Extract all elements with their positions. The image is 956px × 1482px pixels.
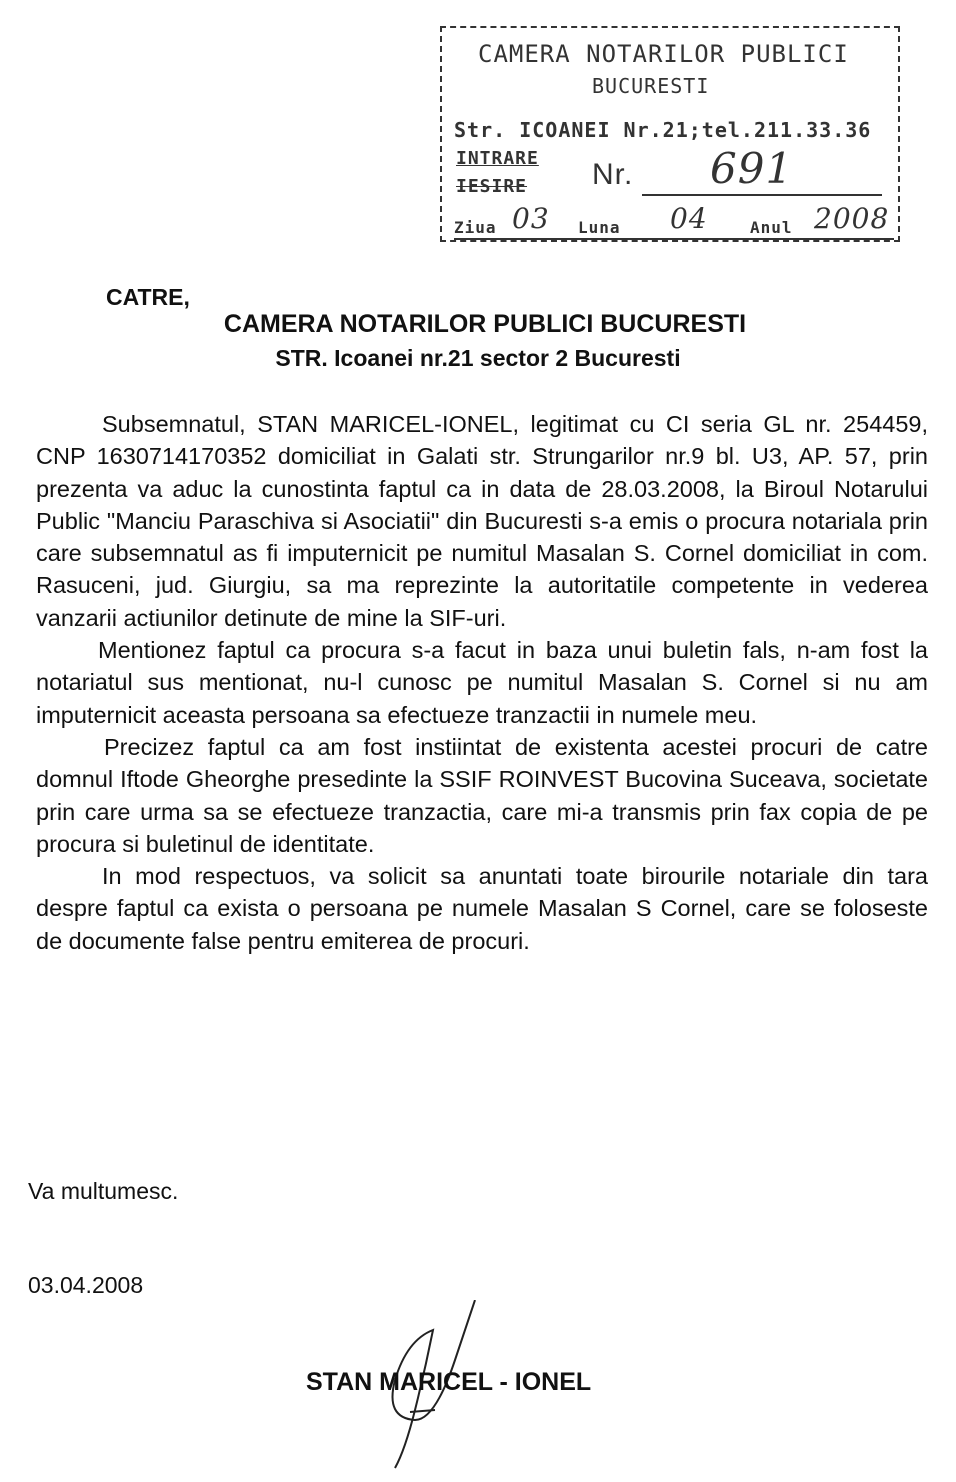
registry-stamp	[440, 26, 900, 242]
addressee-address: STR. Icoanei nr.21 sector 2 Bucuresti	[275, 345, 681, 371]
addressee-name: CAMERA NOTARILOR PUBLICI BUCURESTI	[223, 310, 747, 338]
stamp-nr-underline	[642, 194, 882, 196]
paragraph-1: Subsemnatul, STAN MARICEL-IONEL, legitimat cu CI seria GL nr. 254459, CNP 1630714170352 domiciliat in Galati str. Strungarilor nr.9 bl. U3, AP. 57, prin prezenta va aduc la cunostinta faptul ca in data de 28.03.2008, la Biroul Notarului Public "Manciu Paraschiva si Asociatii" din Bucuresti s-a emis o procura notariala prin care subsemnatul as fi imputernicit pe numitul Masalan S. Cornel domiciliat in com. Rasuceni, jud. Giurgiu, sa ma reprezinte la autoritatile competente in vederea vanzarii actiunilor detinute de mine la SIF-uri.	[36, 411, 928, 631]
paragraph-4: In mod respectuos, va solicit sa anuntati toate birourile notariale din tara despre faptul ca exista o persoana pe numele Masalan S Cornel, care se foloseste de documente false pentru emiterea de procuri.	[36, 863, 928, 954]
closing-thanks: Va multumesc.	[28, 1178, 179, 1204]
stamp-date-row	[454, 202, 894, 240]
letter-body	[36, 408, 928, 957]
stamp-intrare: INTRARE	[456, 148, 539, 169]
stamp-luna-value: 04	[670, 202, 708, 235]
stamp-anul-value: 2008	[814, 202, 890, 235]
stamp-iesire: IESIRE	[456, 176, 528, 197]
addressee-label: CATRE,	[106, 284, 190, 310]
stamp-nr-value: 691	[710, 144, 794, 193]
stamp-ziua-label: Ziua	[454, 218, 497, 237]
signatory-name: STAN MARICEL - IONEL	[306, 1368, 592, 1396]
stamp-anul-label: Anul	[750, 218, 793, 237]
paragraph-2: Mentionez faptul ca procura s-a facut in baza unui buletin fals, n-am fost la notariatul sus mentionat, nu-l cunosc pe numitul Masalan S. Cornel si nu am imputernicit aceasta persoana sa efectueze tranzactii in numele meu.	[36, 637, 928, 728]
letter-date: 03.04.2008	[28, 1272, 144, 1298]
paragraph-3: Precizez faptul ca am fost instiintat de existenta acestei procuri de catre domnul Iftode Gheorghe presedinte la SSIF ROINVEST Bucovina Suceava, societate prin care urma sa se efectueze tranzactia, care mi-a transmis prin fax copia de pe procura si buletinul de identitate.	[36, 733, 928, 857]
stamp-institution: CAMERA NOTARILOR PUBLICI	[478, 40, 849, 68]
stamp-ziua-value: 03	[512, 202, 550, 235]
stamp-city: BUCURESTI	[592, 74, 710, 98]
stamp-luna-label: Luna	[578, 218, 621, 237]
stamp-nr-label: Nr.	[592, 158, 634, 191]
stamp-address: Str. ICOANEI Nr.21;tel.211.33.36	[454, 118, 872, 142]
